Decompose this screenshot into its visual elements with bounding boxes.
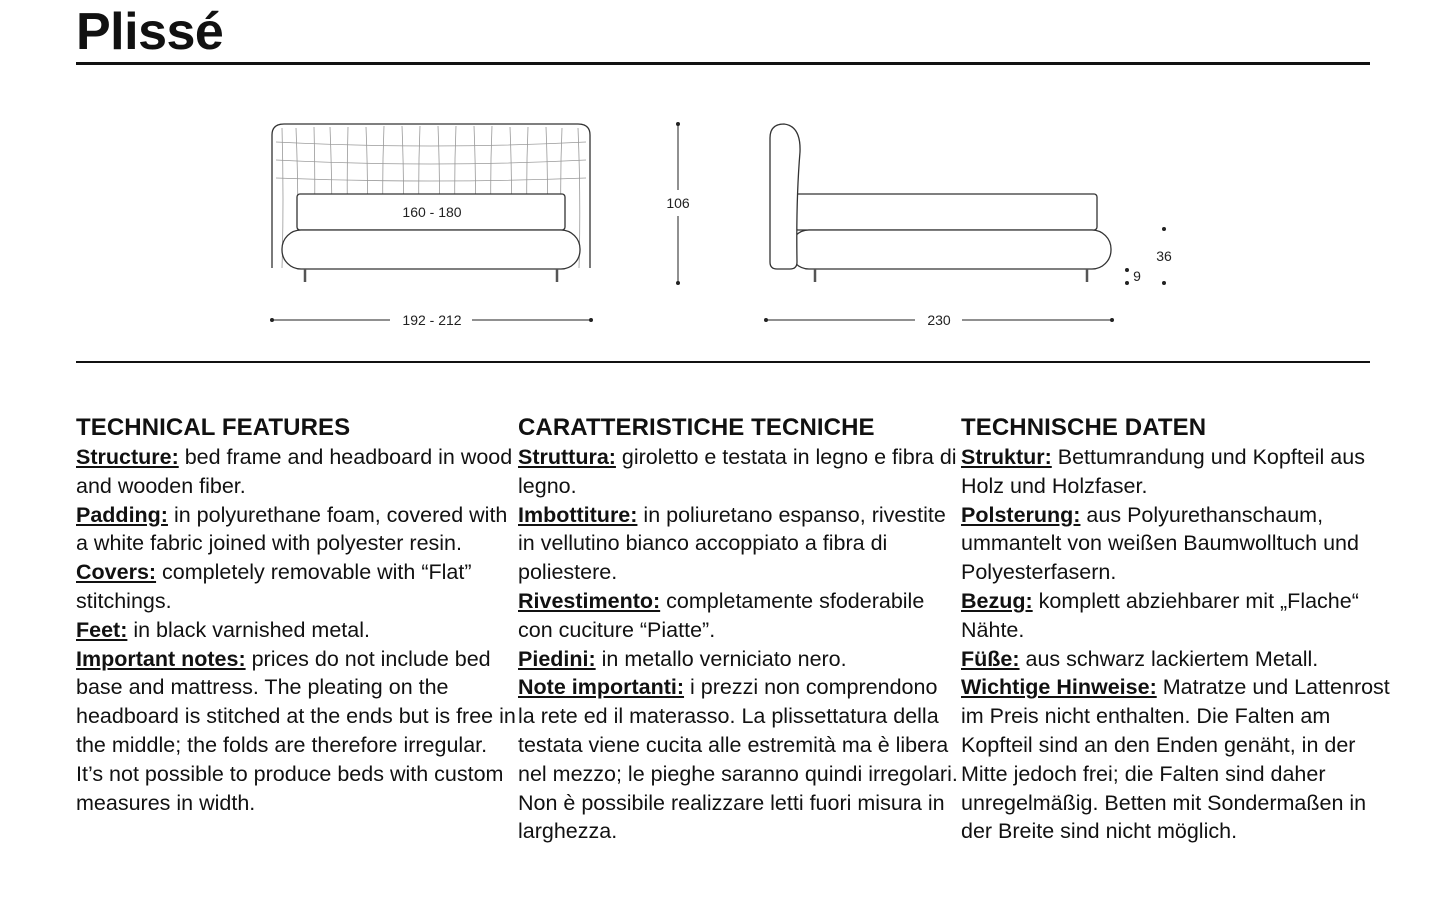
spec-label: Struttura: bbox=[518, 445, 616, 469]
side-view bbox=[770, 124, 1111, 282]
spec-label: Polsterung: bbox=[961, 502, 1081, 527]
height-dimension: 106 bbox=[666, 195, 690, 211]
spec-label: Piedini: bbox=[518, 646, 596, 671]
spec-item bbox=[76, 501, 516, 559]
spec-item bbox=[961, 587, 1401, 645]
spec-item bbox=[961, 443, 1401, 501]
spec-text: giroletto e testata in legno e fibra di legno. bbox=[518, 445, 957, 498]
spec-label: Structure: bbox=[76, 445, 179, 469]
spec-label: Important notes: bbox=[76, 646, 246, 671]
top-divider bbox=[76, 62, 1370, 65]
bed-technical-drawing bbox=[0, 70, 1440, 360]
front-view bbox=[272, 124, 590, 282]
front-bed-frame bbox=[282, 230, 580, 269]
spec-text: prices do not include bed base and mattress. The pleating on the headboard is stitched at the ends but is free in the middle; the folds are therefore irregular. It’s not possible to produce beds with custom measures in width. bbox=[76, 646, 516, 815]
spec-item bbox=[76, 645, 516, 818]
spec-item bbox=[518, 645, 958, 674]
column-heading: TECHNISCHE DATEN bbox=[961, 414, 1207, 441]
column-german bbox=[961, 413, 1401, 846]
spec-text: in poliuretano espanso, rivestite in vellutino bianco accoppiato a fibra di poliestere. bbox=[518, 502, 946, 585]
spec-label: Imbottiture: bbox=[518, 502, 638, 527]
spec-item bbox=[961, 501, 1401, 587]
side-mattress bbox=[795, 194, 1097, 230]
spec-label: Wichtige Hinweise: bbox=[961, 675, 1157, 700]
spec-item bbox=[518, 501, 958, 587]
spec-text: in metallo verniciato nero. bbox=[595, 646, 847, 671]
spec-text: komplett abziehbarer mit „Flache“ Nähte. bbox=[961, 588, 1359, 642]
spec-item bbox=[76, 443, 516, 501]
spec-text: in black varnished metal. bbox=[127, 617, 370, 642]
spec-text: aus Polyurethanschaum, ummantelt von weißen Baumwolltuch und Polyesterfasern. bbox=[961, 502, 1359, 585]
spec-text: in polyurethane foam, covered with a white fabric joined with polyester resin. bbox=[76, 502, 508, 556]
spec-label: Note importanti: bbox=[518, 675, 685, 700]
spec-text: completamente sfoderabile con cuciture “Piatte”. bbox=[518, 588, 925, 642]
spec-text: bed frame and headboard in wood and wooden fiber. bbox=[76, 445, 513, 498]
spec-label: Füße: bbox=[961, 646, 1020, 671]
column-heading: TECHNICAL FEATURES bbox=[76, 414, 351, 441]
spec-item bbox=[518, 443, 958, 501]
spec-text: completely removable with “Flat” stitchings. bbox=[76, 560, 472, 613]
bed-height-dimension: 36 bbox=[1156, 248, 1172, 264]
middle-divider bbox=[76, 361, 1370, 363]
column-heading: CARATTERISTICHE TECNICHE bbox=[518, 414, 875, 441]
spec-item bbox=[518, 587, 958, 645]
spec-text: i prezzi non comprendono la rete ed il materasso. La plissettatura della testata viene cucita alle estremità ma è libera nel mezzo; le pieghe saranno quindi irregolari. Non è possibile realizzare letti fuori misura in larghezza. bbox=[518, 675, 958, 844]
column-english bbox=[76, 413, 516, 817]
page-title: Plissé bbox=[76, 3, 224, 61]
spec-label: Covers: bbox=[76, 560, 157, 585]
spec-label: Bezug: bbox=[961, 588, 1033, 613]
side-bed-frame bbox=[790, 230, 1111, 269]
column-italian bbox=[518, 413, 958, 846]
spec-item bbox=[76, 616, 516, 645]
spec-item bbox=[961, 673, 1401, 846]
spec-text: Matratze und Lattenrost im Preis nicht enthalten. Die Falten am Kopfteil sind an den Enden genäht, in der Mitte jedoch frei; die Falten sind daher unregelmäßig. Betten mit Sondermaßen in der Breite sind nicht möglich. bbox=[961, 675, 1390, 844]
spec-label: Padding: bbox=[76, 502, 168, 527]
spec-item bbox=[961, 645, 1401, 674]
spec-label: Feet: bbox=[76, 617, 128, 642]
spec-item bbox=[76, 558, 516, 616]
spec-item bbox=[518, 673, 958, 846]
side-length-dimension: 230 bbox=[927, 312, 951, 328]
spec-text: Bettumrandung und Kopfteil aus Holz und Holzfaser. bbox=[961, 445, 1365, 498]
spec-text: aus schwarz lackiertem Metall. bbox=[1019, 646, 1319, 671]
spec-label: Rivestimento: bbox=[518, 588, 661, 613]
side-headboard bbox=[770, 124, 800, 269]
feet-height-dimension: 9 bbox=[1133, 268, 1141, 284]
front-mattress-dimension: 160 - 180 bbox=[402, 204, 462, 220]
spec-label: Struktur: bbox=[961, 445, 1052, 469]
front-width-dimension: 192 - 212 bbox=[402, 312, 462, 328]
